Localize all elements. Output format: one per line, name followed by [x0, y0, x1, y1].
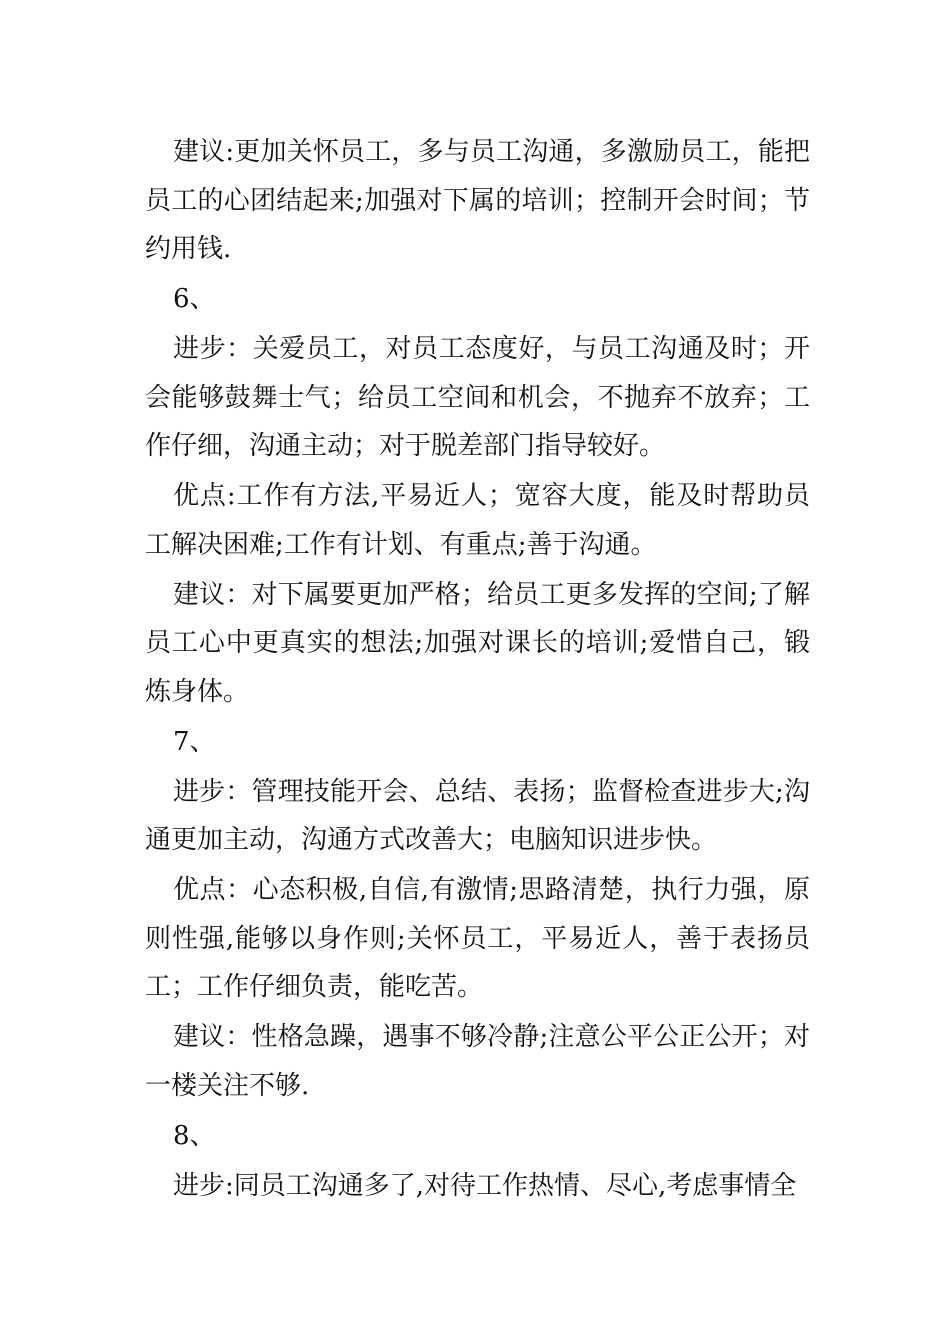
paragraph-suggestion-5: 建议:更加关怀员工，多与员工沟通，多激励员工，能把员工的心团结起来;加强对下属的培训；控制开会时间；节约用钱. — [145, 137, 810, 264]
paragraph-progress-8: 进步:同员工沟通多了,对待工作热情、尽心,考虑事情全 — [173, 1170, 797, 1201]
paragraph-strengths-7: 优点：心态积极,自信,有激情;思路清楚，执行力强，原则性强,能够以身作则;关怀员工，平易近人，善于表扬员工；工作仔细负责，能吃苦。 — [145, 875, 810, 1002]
paragraph-suggestion-7: 建议：性格急躁，遇事不够冷静;注意公平公正公开；对一楼关注不够. — [145, 1022, 810, 1101]
document-body — [145, 128, 810, 1212]
paragraph-suggestion-6: 建议：对下属要更加严格；给员工更多发挥的空间;了解员工心中更真实的想法;加强对课长的培训;爱惜自己，锻炼身体。 — [145, 579, 810, 707]
paragraph-strengths-6: 优点:工作有方法,平易近人；宽容大度，能及时帮助员工解决困难;工作有计划、有重点;善于沟通。 — [145, 481, 810, 560]
section-number-8: 8、 — [173, 1120, 216, 1151]
section-number-7: 7、 — [173, 726, 216, 757]
paragraph-progress-6: 进步：关爱员工，对员工态度好，与员工沟通及时；开会能够鼓舞士气；给员工空间和机会，不抛弃不放弃；工作仔细，沟通主动；对于脱差部门指导较好。 — [145, 334, 810, 461]
section-number-6: 6、 — [173, 284, 216, 314]
paragraph-progress-7: 进步：管理技能开会、总结、表扬；监督检查进步大;沟通更加主动，沟通方式改善大；电脑知识进步快。 — [145, 776, 810, 855]
